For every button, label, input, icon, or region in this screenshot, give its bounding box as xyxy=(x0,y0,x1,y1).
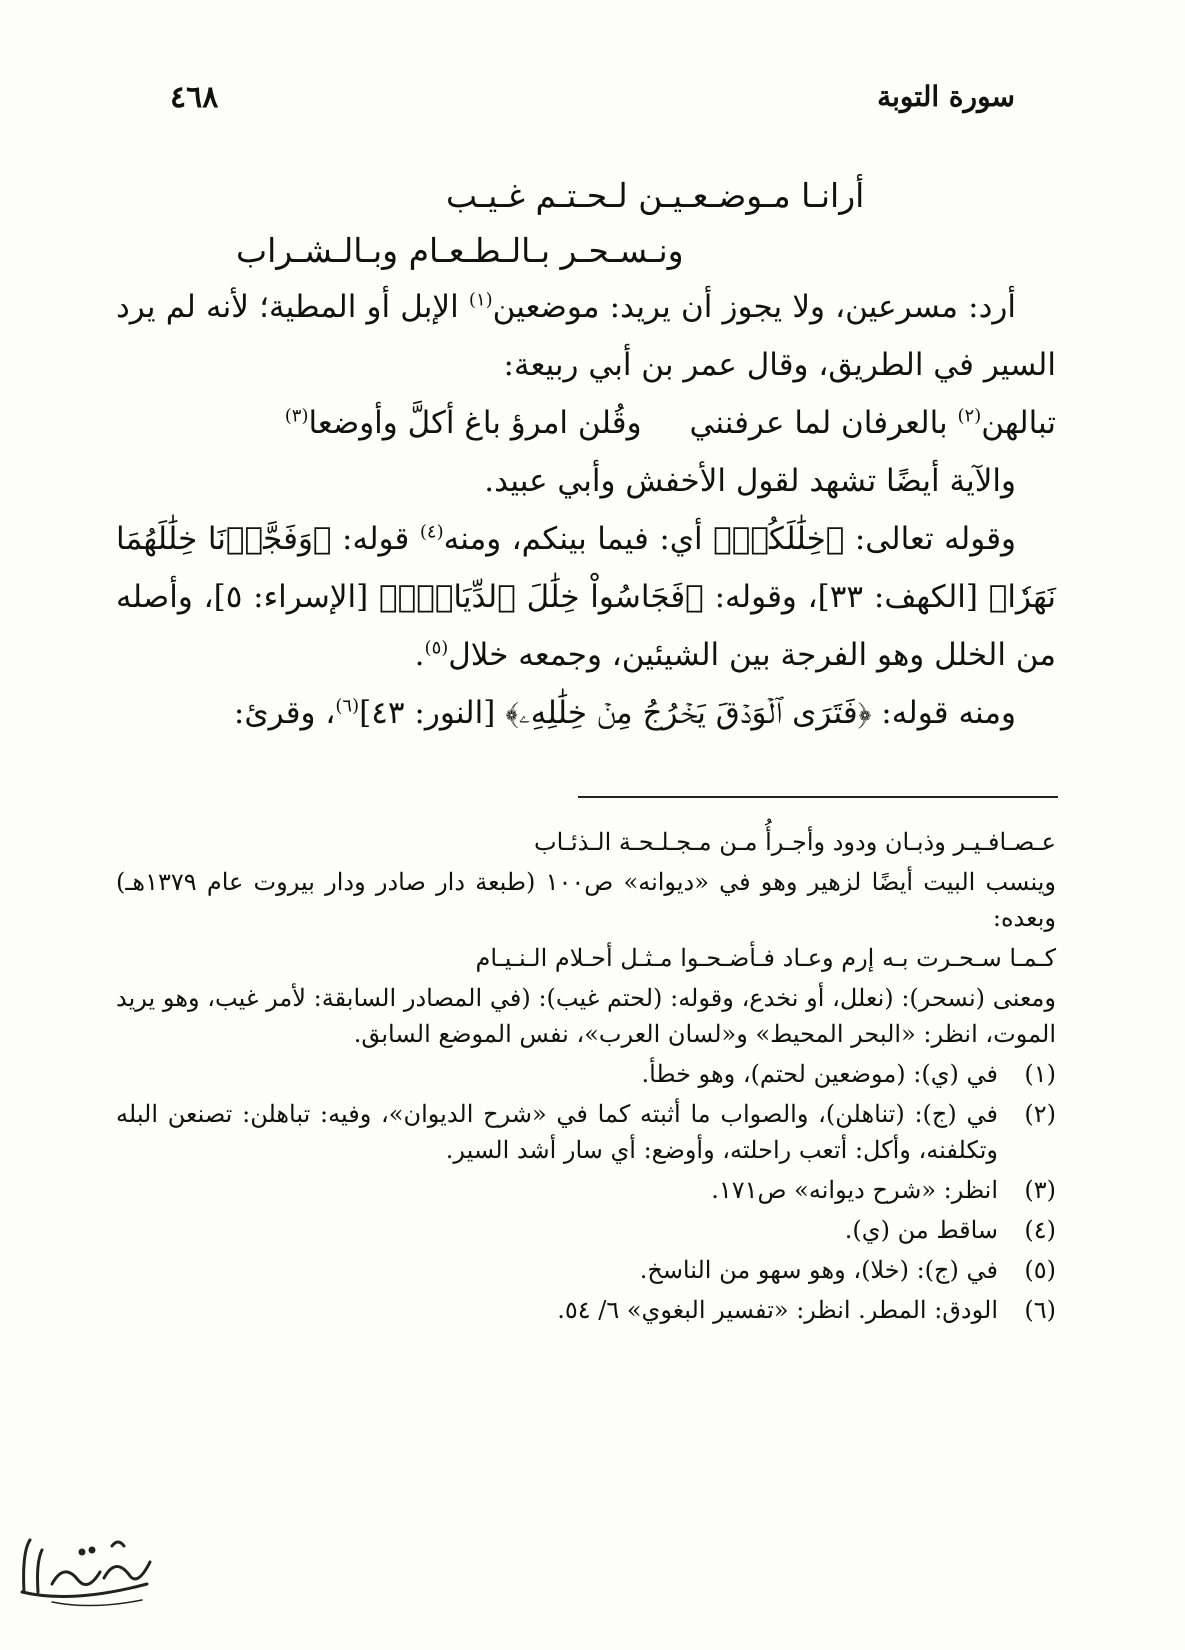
footnote-number: (١) xyxy=(1024,1060,1056,1088)
paragraph-4-part-b: ، وقرئ: xyxy=(233,695,336,731)
footnote-number: (٣) xyxy=(1024,1176,1056,1204)
poetry-first-hemistich-a: تبالهن xyxy=(981,405,1056,441)
footnote-item xyxy=(116,1292,1056,1328)
paragraph-1-part-a: أرد: مسرعين، ولا يجوز أن يريد: موضعين xyxy=(492,289,1017,325)
footnote-number: (٢) xyxy=(1024,1100,1056,1128)
footnote-body: في (ج): (خلا)، وهو سهو من الناسخ. xyxy=(639,1256,998,1284)
footnote-divider xyxy=(578,796,1058,798)
footnote-item xyxy=(116,1056,1056,1092)
footnote-number: (٥) xyxy=(1024,1256,1056,1284)
paragraph-3-part-c: . xyxy=(414,637,425,673)
poetry-line xyxy=(116,394,1056,452)
footnote-verse-1: عـصـافـيـر وذبـان ودود وأجـرأُ مـن مـجـلـحـة الـذئـاب xyxy=(534,828,1056,856)
footnote-ref-5[interactable]: (٥) xyxy=(424,637,449,659)
footnote-item xyxy=(116,1212,1056,1248)
footnote-number: (٦) xyxy=(1024,1296,1056,1324)
footnote-ref-6[interactable]: (٦) xyxy=(335,695,360,717)
verse-line-1: أرانـا مـوضـعـيـن لـحـتـم غـيـب xyxy=(446,176,865,215)
main-text xyxy=(116,168,1056,742)
paragraph-4 xyxy=(116,684,1056,742)
page-header xyxy=(170,80,1015,130)
footnote-body: ساقط من (ي). xyxy=(844,1216,998,1244)
footnote-list xyxy=(116,1056,1056,1328)
footnotes xyxy=(116,820,1056,1332)
calligraphy-logo-icon xyxy=(12,1522,162,1612)
verse-line-2: ونـسـحـر بـالـطـعـام وبـالـشـراب xyxy=(236,231,684,270)
paragraph-4-part-a: ومنه قوله: ﴿فَتَرَى ٱلۡوَدۡقَ يَخۡرُجُ مِنۡ خِلَٰلِهِۦ﴾ [النور: ٤٣] xyxy=(359,695,1016,731)
footnote-body: انظر: «شرح ديوانه» ص١٧١. xyxy=(711,1176,998,1204)
page-number: ٤٦٨ xyxy=(170,80,219,115)
footnote-text-1: وينسب البيت أيضًا لزهير وهو في «ديوانه» ص١٠٠ (طبعة دار صادر ودار بيروت عام ١٣٧٩هـ) وبعده: xyxy=(116,868,1057,932)
footnote-text-2: ومعنى (نسحر): (نعلل، أو نخدع، وقوله: (لحتم غيب): (في المصادر السابقة: لأمر غيب، وهو يريد الموت، انظر: «البحر المحيط» و«لسان العرب»، نفس الموضع السابق. xyxy=(116,984,1056,1048)
paragraph-3 xyxy=(116,510,1056,684)
footnote-item xyxy=(116,1172,1056,1208)
footnote-ref-1[interactable]: (١) xyxy=(468,289,493,311)
surah-title: سورة التوبة xyxy=(877,80,1015,113)
paragraph-1 xyxy=(116,278,1056,394)
poetry-first-hemistich-b: بالعرفان لما عرفنني xyxy=(689,405,958,441)
poetry-second-hemistich: وقُلن امرؤ باغ أكلَّ وأوضعا xyxy=(308,405,642,441)
footnote-body: الودق: المطر. انظر: «تفسير البغوي» ٦/ ٥٤. xyxy=(557,1296,998,1324)
footnote-ref-4[interactable]: (٤) xyxy=(419,521,444,543)
paragraph-3-part-a: وقوله تعالى: ﴿خِلَٰلَكُمۡ﴾ أي: فيما بينكم، ومنه xyxy=(443,521,1016,557)
footnote-item xyxy=(116,1252,1056,1288)
footnote-item xyxy=(116,1096,1056,1168)
footnote-verse-2: كـمـا سـحـرت بـه إرم وعـاد فـأضـحـوا مـثـل أحـلام الـنـيـام xyxy=(475,944,1056,972)
footnote-body: في (ج): (تناهلن)، والصواب ما أثبته كما في «شرح الديوان»، وفيه: تباهلن: تصنعن البله وتكلفنه، وأكل: أتعب راحلته، وأوضع: أي سار أشد السير. xyxy=(116,1100,998,1164)
footnote-ref-3[interactable]: (٣) xyxy=(284,405,309,427)
paragraph-1-part-b: الإبل أو المطية؛ لأنه لم يرد السير في الطريق، وقال عمر بن أبي ربيعة: xyxy=(116,289,1056,383)
footnote-ref-2[interactable]: (٢) xyxy=(957,405,982,427)
footnote-body: في (ي): (موضعين لحتم)، وهو خطأ. xyxy=(641,1060,998,1088)
paragraph-3-part-b: قوله: ﴿وَفَجَّرۡنَا خِلَٰلَهُمَا نَهَرٗا﴾ [الكهف: ٣٣]، وقوله: ﴿فَجَاسُواْ خِلَٰلَ ٱلدِّيَارِۚ﴾ [الإسراء: ٥]، وأصله من الخلل وهو الفرجة بين الشيئين، وجمعه خلال xyxy=(116,521,1057,673)
paragraph-2: والآية أيضًا تشهد لقول الأخفش وأبي عبيد. xyxy=(484,463,1016,499)
footnote-number: (٤) xyxy=(1024,1216,1056,1244)
